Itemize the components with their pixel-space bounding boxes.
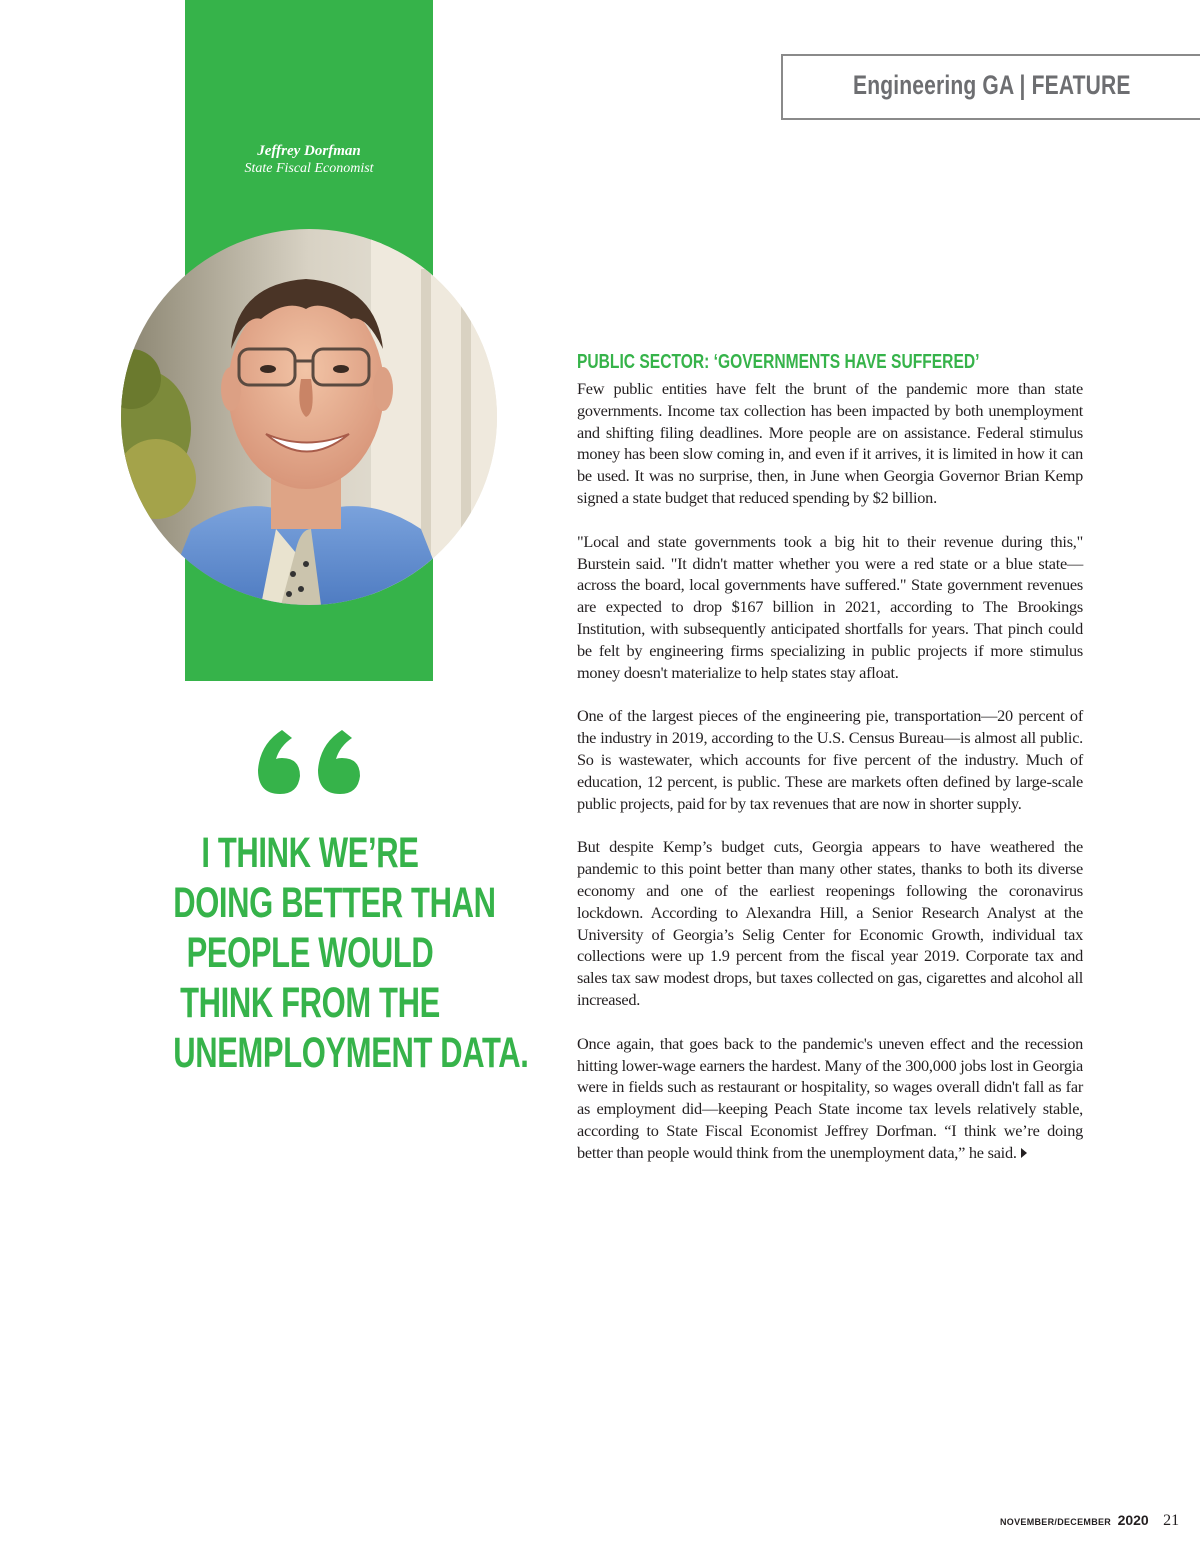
- section-label: Engineering GA | FEATURE: [853, 70, 1131, 100]
- article-paragraph: But despite Kemp’s budget cuts, Georgia appears to have weathered the pandemic to this point better than many other states, thanks to both its diverse economy and one of the earliest reopenings following the coronavirus lockdown. According to Alexandra Hill, a Senior Research Analyst at the University of Georgia’s Selig Center for Economic Growth, individual tax collections were up 1.9 percent from the fiscal year 2019. Corporate tax and sales tax saw modest drops, but taxes collected on gas, cigarettes and alcohol all increased.: [577, 837, 1083, 1009]
- double-quote-icon: [254, 726, 364, 798]
- pull-quote-line: THINK FROM THE: [180, 979, 440, 1027]
- issue-year: 2020: [1117, 1512, 1149, 1528]
- pull-quote: [120, 828, 529, 1078]
- end-triangle-icon: [1021, 1148, 1027, 1158]
- article-paragraph: Few public entities have felt the brunt of the pandemic more than state governments. Income tax collection has been impacted by both unemployment and shifting filing deadlines. More people are on assistance. Federal stimulus money has been slow coming in, and even if it arrives, it is limited in how it can be used. It was no surprise, then, in June when Georgia Governor Brian Kemp signed a state budget that reduced spending by $2 billion.: [577, 379, 1083, 507]
- page-number: 21: [1163, 1512, 1180, 1529]
- article-paragraph: One of the largest pieces of the engineering pie, transportation—20 percent of the industry in 2019, according to the U.S. Census Bureau—is almost all public. So is wastewater, which accounts for five percent of the industry. Much of education, 12 percent, is public. These are markets often defined by large-scale public projects, paid for by tax revenues that are now in shorter supply.: [577, 706, 1083, 813]
- portrait-photo: [121, 229, 497, 605]
- photo-caption: [185, 143, 433, 177]
- pull-quote-line: DOING BETTER THAN: [173, 879, 496, 927]
- article-paragraph: "Local and state governments took a big hit to their revenue during this," Burstein said. "It didn't matter whether you were a red state or a blue state—across the board, local governments have suffered." State government revenues are expected to drop $167 billion in 2021, according to The Brookings Institution, with subsequently anticipated shortfalls for years. That pinch could be felt by engineering firms specializing in public projects if more stimulus money doesn't materialize to help states stay afloat.: [577, 531, 1083, 682]
- caption-name: Jeffrey Dorfman: [257, 143, 361, 159]
- article-paragraph: Once again, that goes back to the pandemic's uneven effect and the recession hitting lower-wage earners the hardest. Many of the 300,000 jobs lost in Georgia were in fields such as restaurant or hospitality, so wages overall didn't fall as far as employment did—keeping Peach State income tax levels relatively stable, according to State Fiscal Economist Jeffrey Dorfman. “I think we’re doing better than people would think from the unemployment data,” he said.: [577, 1033, 1083, 1162]
- pull-quote-line: I THINK WE’RE: [201, 829, 419, 877]
- pull-quote-line: UNEMPLOYMENT DATA.: [173, 1029, 529, 1077]
- caption-role: State Fiscal Economist: [244, 161, 374, 176]
- article-body: [577, 378, 1083, 1186]
- pull-quote-line: PEOPLE WOULD: [186, 929, 434, 977]
- page-footer: [1000, 1512, 1179, 1530]
- article-last-paragraph: [577, 1033, 1083, 1164]
- issue-label: NOVEMBER/DECEMBER: [1000, 1517, 1112, 1527]
- article-subheading: PUBLIC SECTOR: ‘GOVERNMENTS HAVE SUFFERED’: [577, 351, 980, 373]
